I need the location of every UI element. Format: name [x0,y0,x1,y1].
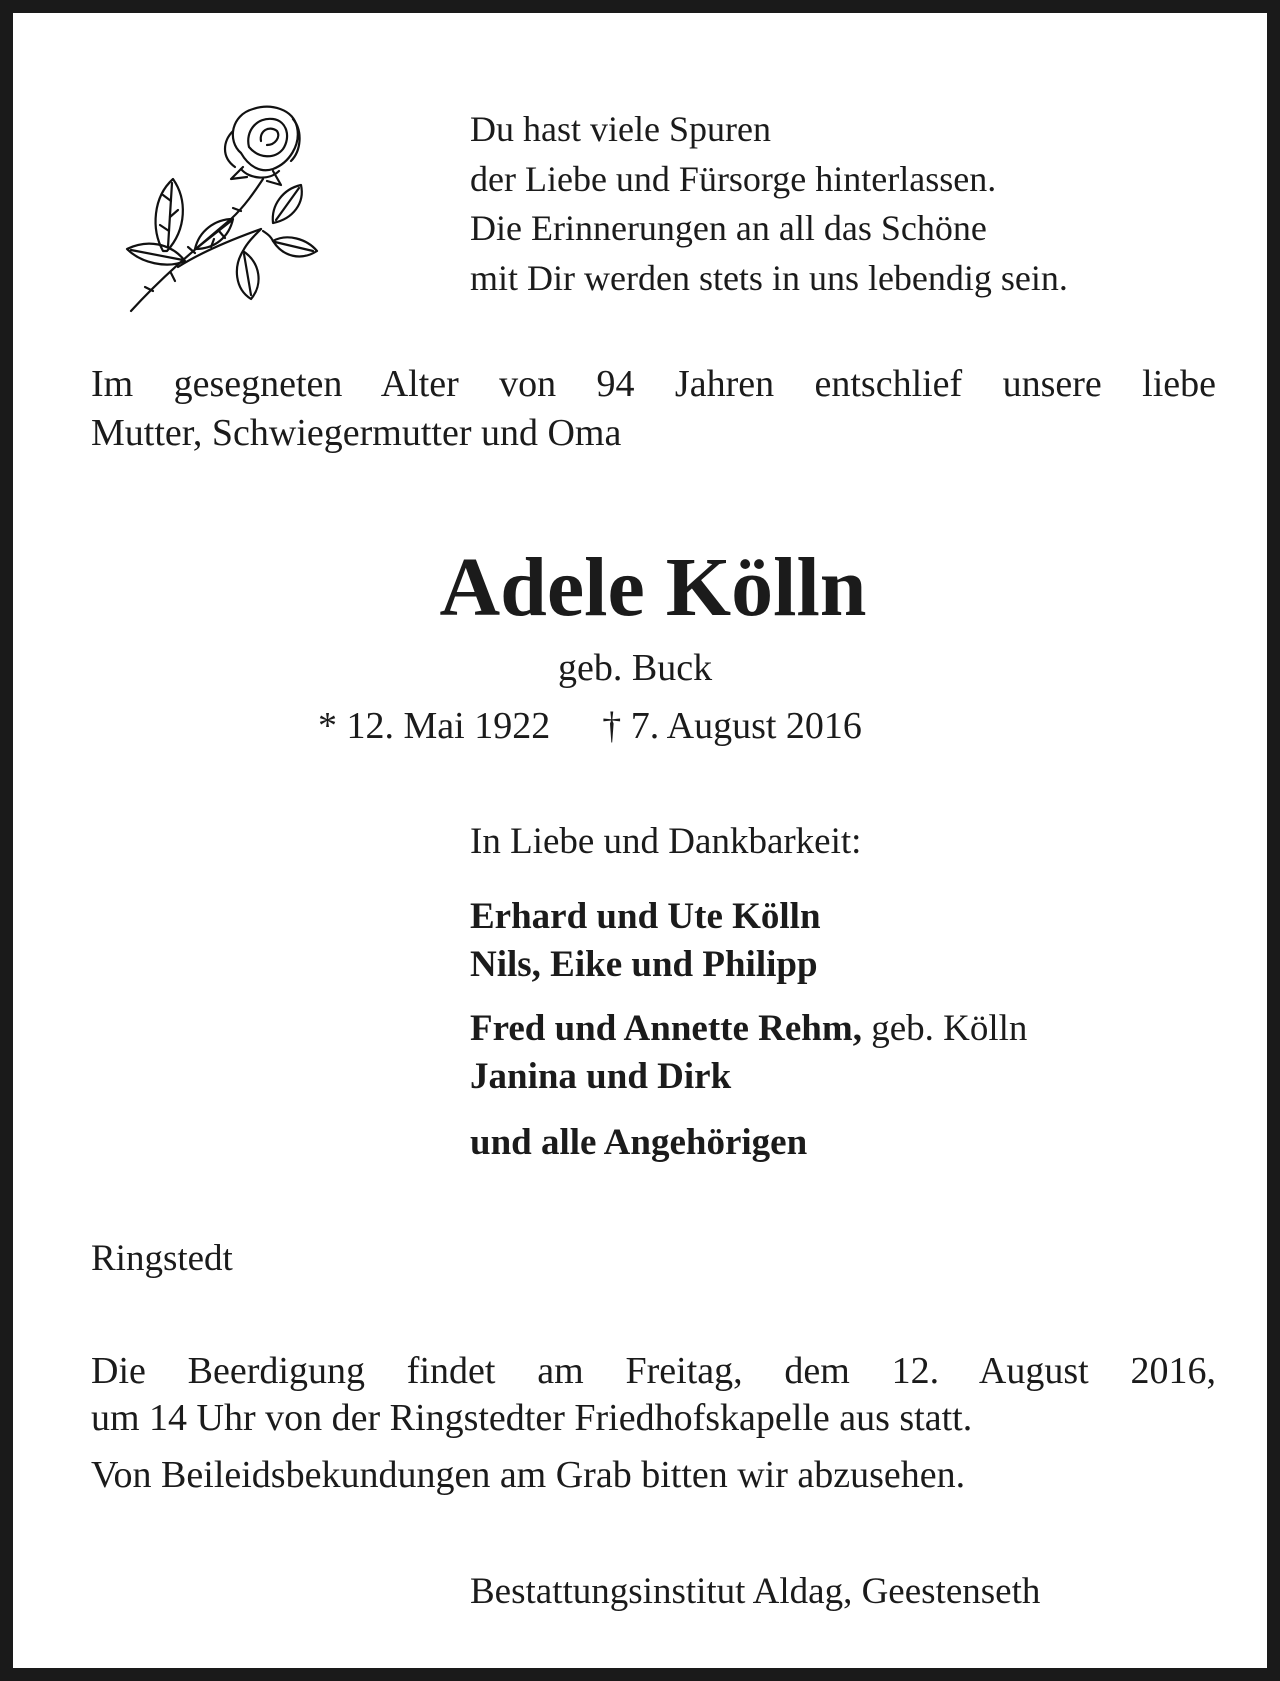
poem-line: mit Dir werden stets in uns lebendig sein. [470,257,1068,298]
funeral-line: um 14 Uhr von der Ringstedter Friedhofskapelle aus statt. [91,1397,973,1439]
family-line: Erhard und Ute Kölln [470,896,821,937]
family-line: Janina und Dirk [470,1056,732,1097]
family-line: und alle Angehörigen [470,1122,808,1163]
funeral-line: Von Beileidsbekundungen am Grab bitten wir abzusehen. [91,1454,966,1496]
birth-date: * 12. Mai 1922 [318,705,551,747]
maiden-name: geb. Buck [558,647,713,689]
rose-icon [123,101,323,321]
deceased-name-text: Adele Kölln [439,541,867,634]
intro-line: Im gesegneten Alter von 94 Jahren entschlief unsere liebe [91,363,1216,405]
family-line: Nils, Eike und Philipp [470,944,818,985]
deceased-name [13,543,1280,633]
poem-line: der Liebe und Fürsorge hinterlassen. [470,158,997,199]
undertaker: Bestattungsinstitut Aldag, Geestenseth [470,1571,1041,1612]
intro-text [91,360,1216,458]
life-dates [318,703,862,749]
poem [470,105,1068,303]
family-name-bold: Fred und Annette Rehm, [470,1008,862,1049]
family-line [470,1005,1027,1053]
thanks-line: In Liebe und Dankbarkeit: [470,821,862,862]
family-maiden-note: geb. Kölln [861,1008,1028,1049]
place: Ringstedt [91,1238,233,1279]
funeral-info [91,1348,1216,1499]
death-date: † 7. August 2016 [602,705,862,747]
poem-line: Die Erinnerungen an all das Schöne [470,208,987,248]
funeral-line: Die Beerdigung findet am Freitag, dem 12. August 2016, [91,1350,1216,1392]
poem-line: Du hast viele Spuren [470,109,771,149]
intro-line: Mutter, Schwiegermutter und Oma [91,412,622,454]
